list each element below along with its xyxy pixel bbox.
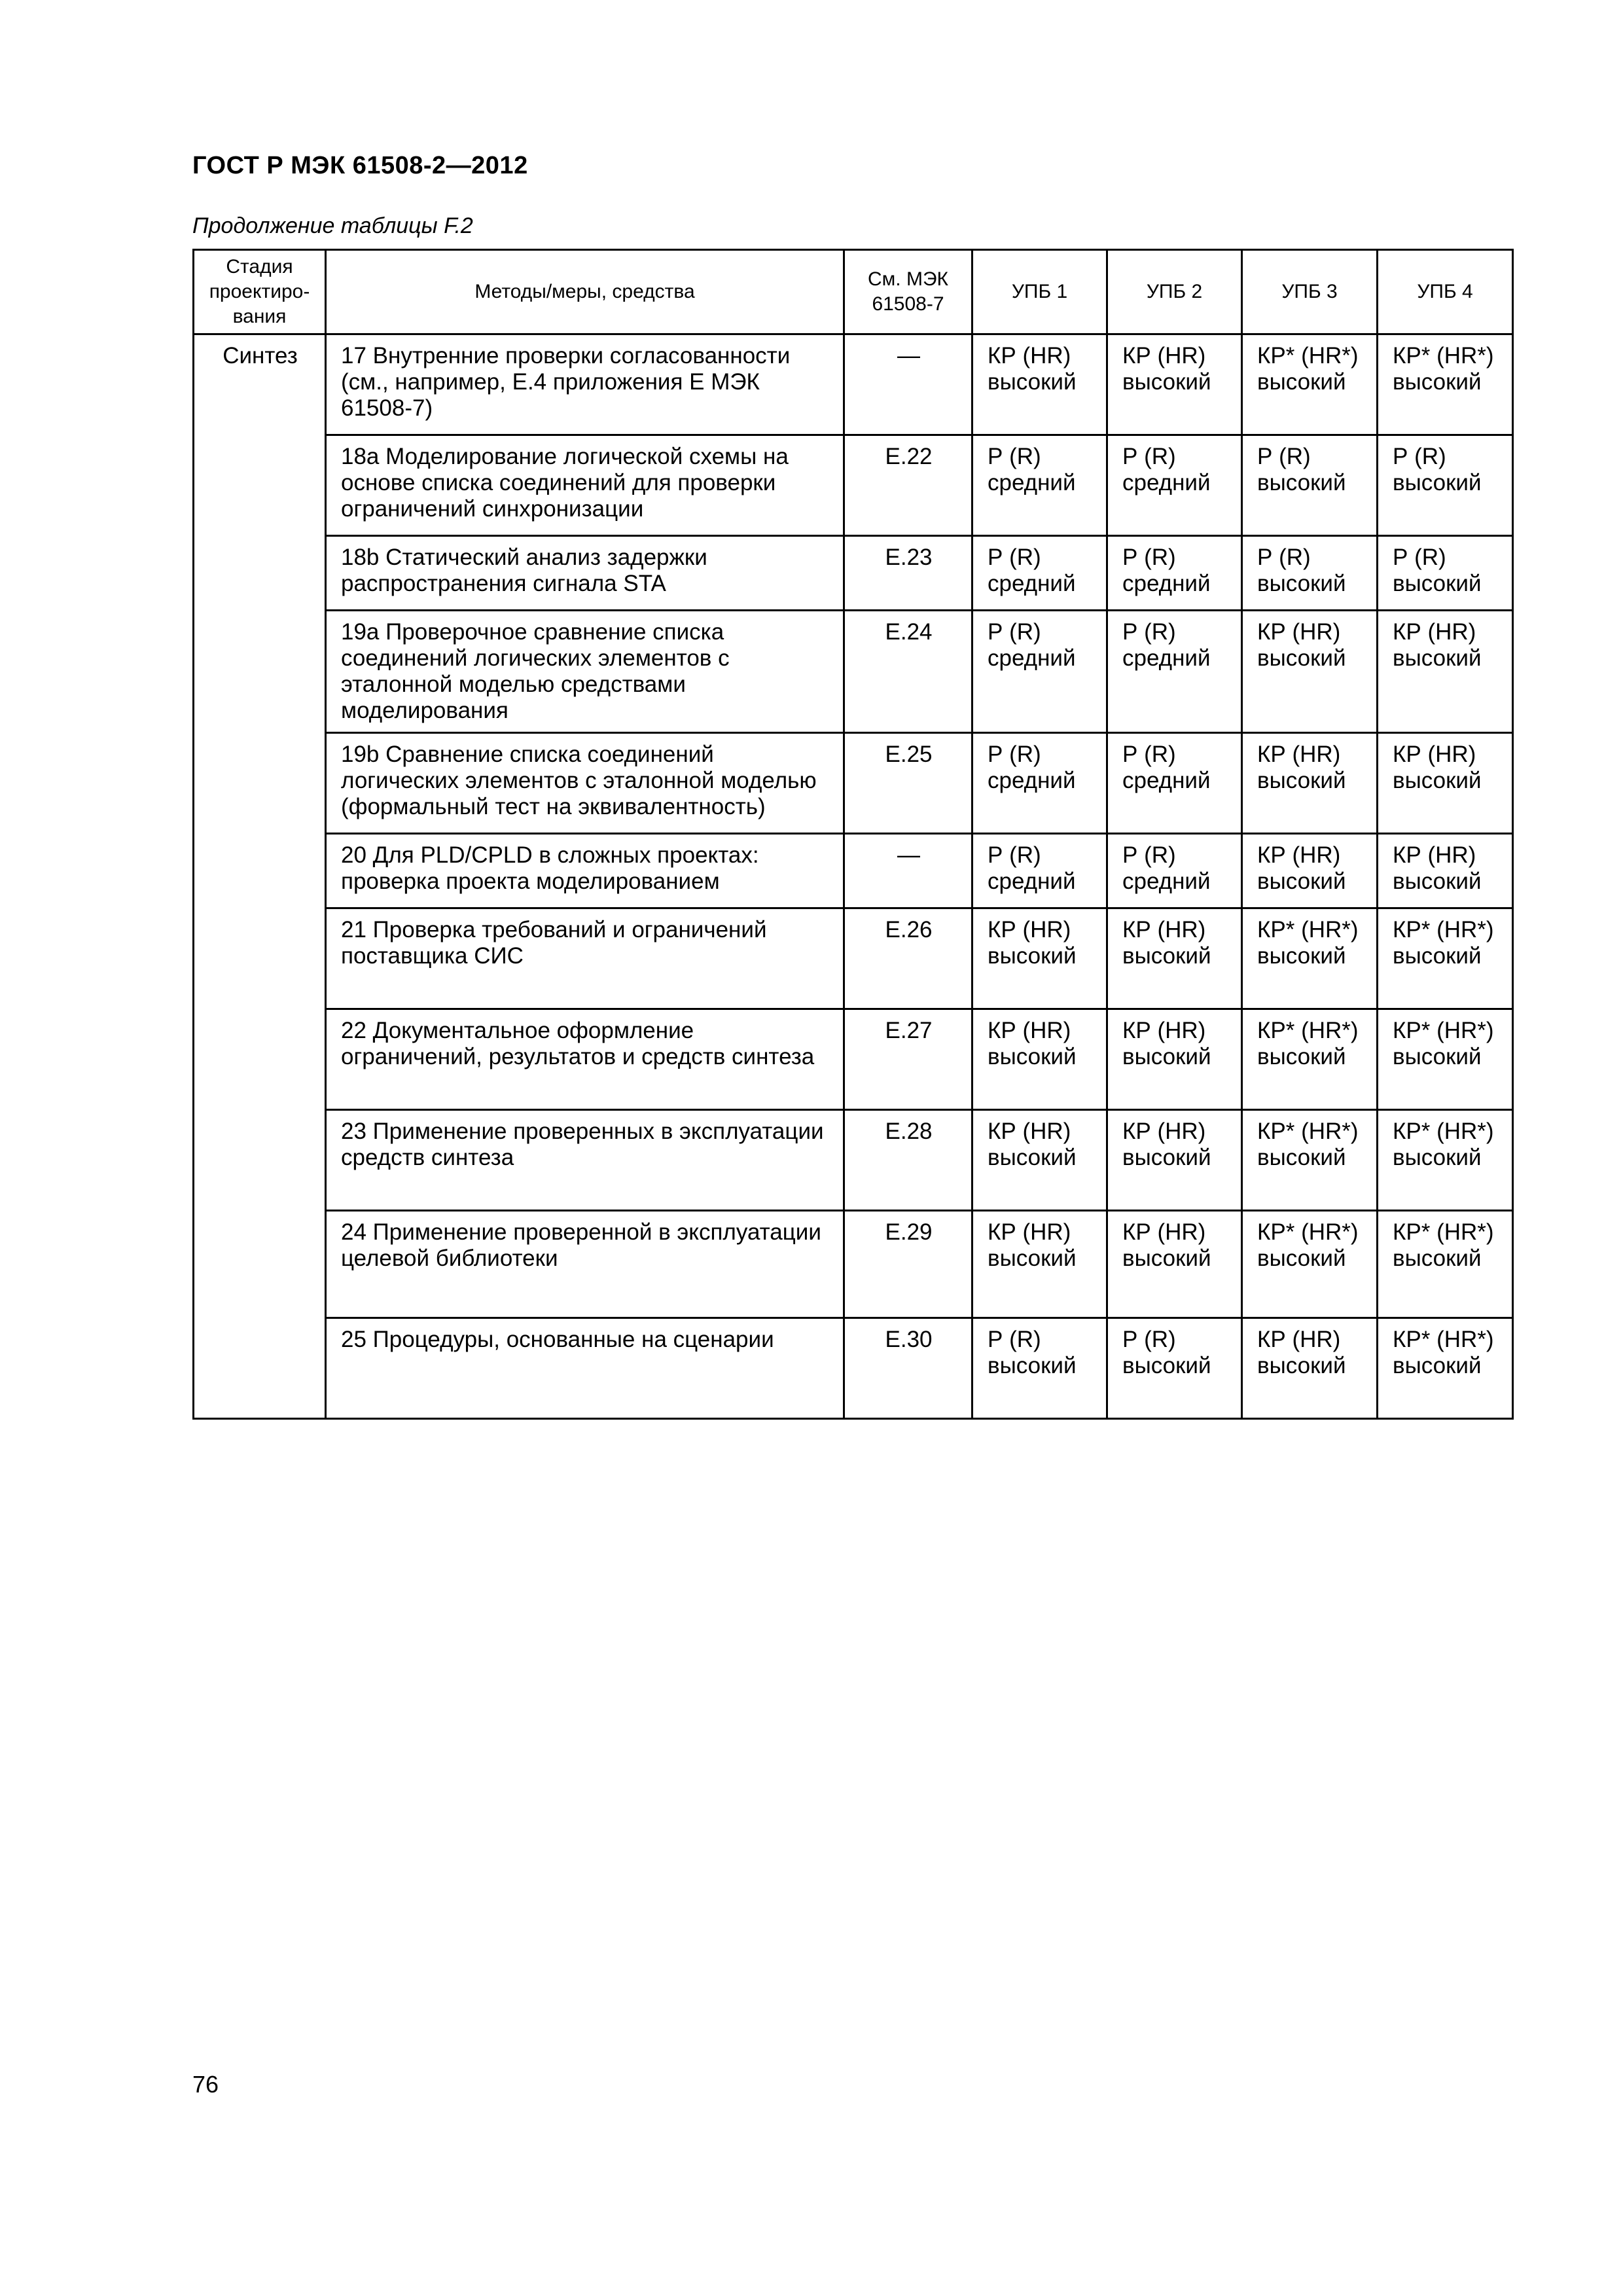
sil4-cell: КР (HR) высокий: [1378, 611, 1513, 733]
column-header-sil1: УПБ 1: [972, 250, 1107, 334]
sil4-cell: КР* (HR*) высокий: [1378, 334, 1513, 435]
table-row: [194, 834, 1513, 908]
sil3-cell: Р (R) высокий: [1242, 536, 1378, 611]
sil2-cell: Р (R) средний: [1107, 435, 1242, 536]
sil1-cell: КР (HR) высокий: [972, 334, 1107, 435]
sil3-cell: КР* (HR*) высокий: [1242, 1211, 1378, 1318]
reference-cell: E.23: [844, 536, 972, 611]
sil2-cell: КР (HR) высокий: [1107, 1110, 1242, 1211]
sil2-cell: Р (R) средний: [1107, 733, 1242, 834]
method-cell: 19b Сравнение списка соединений логических элементов с эталонной моделью (формальный тест на эквивалентность): [326, 733, 844, 834]
method-cell: 19a Проверочное сравнение списка соединений логических элементов с эталонной моделью средствами моделирования: [326, 611, 844, 733]
column-header-stage: Стадия проектиро-вания: [194, 250, 326, 334]
sil1-cell: КР (HR) высокий: [972, 1211, 1107, 1318]
sil2-cell: КР (HR) высокий: [1107, 334, 1242, 435]
table-caption: Продолжение таблицы F.2: [192, 213, 473, 238]
sil3-cell: КР* (HR*) высокий: [1242, 334, 1378, 435]
sil4-cell: Р (R) высокий: [1378, 435, 1513, 536]
sil4-cell: КР* (HR*) высокий: [1378, 1009, 1513, 1110]
sil2-cell: Р (R) средний: [1107, 611, 1242, 733]
column-header-sil4: УПБ 4: [1378, 250, 1513, 334]
sil3-cell: КР* (HR*) высокий: [1242, 1009, 1378, 1110]
sil1-cell: КР (HR) высокий: [972, 1009, 1107, 1110]
method-cell: 23 Применение проверенных в эксплуатации средств синтеза: [326, 1110, 844, 1211]
table-row: [194, 536, 1513, 611]
method-cell: 21 Проверка требований и ограничений поставщика СИС: [326, 908, 844, 1009]
sil3-cell: КР* (HR*) высокий: [1242, 908, 1378, 1009]
sil3-cell: Р (R) высокий: [1242, 435, 1378, 536]
sil4-cell: КР* (HR*) высокий: [1378, 1211, 1513, 1318]
method-cell: 22 Документальное оформление ограничений, результатов и средств синтеза: [326, 1009, 844, 1110]
reference-cell: E.27: [844, 1009, 972, 1110]
method-cell: 25 Процедуры, основанные на сценарии: [326, 1318, 844, 1419]
page-number: 76: [192, 2071, 219, 2098]
table-row: [194, 334, 1513, 435]
method-cell: 24 Применение проверенной в эксплуатации целевой библиотеки: [326, 1211, 844, 1318]
reference-cell: E.29: [844, 1211, 972, 1318]
method-cell: 18a Моделирование логической схемы на основе списка соединений для проверки ограничений синхронизации: [326, 435, 844, 536]
column-header-sil3: УПБ 3: [1242, 250, 1378, 334]
sil1-cell: Р (R) высокий: [972, 1318, 1107, 1419]
reference-cell: E.28: [844, 1110, 972, 1211]
column-header-sil2: УПБ 2: [1107, 250, 1242, 334]
sil4-cell: КР* (HR*) высокий: [1378, 1110, 1513, 1211]
table-header-row: [194, 250, 1513, 334]
document-header: ГОСТ Р МЭК 61508-2—2012: [192, 152, 528, 179]
table-row: [194, 1110, 1513, 1211]
sil2-cell: КР (HR) высокий: [1107, 908, 1242, 1009]
sil1-cell: КР (HR) высокий: [972, 908, 1107, 1009]
column-header-reference: См. МЭК 61508-7: [844, 250, 972, 334]
sil4-cell: КР (HR) высокий: [1378, 733, 1513, 834]
column-header-methods: Методы/меры, средства: [326, 250, 844, 334]
table-row: [194, 611, 1513, 733]
sil2-cell: Р (R) высокий: [1107, 1318, 1242, 1419]
sil1-cell: Р (R) средний: [972, 834, 1107, 908]
table-row: [194, 733, 1513, 834]
reference-cell: E.22: [844, 435, 972, 536]
table-row: [194, 1211, 1513, 1318]
table-row: [194, 435, 1513, 536]
sil4-cell: КР (HR) высокий: [1378, 834, 1513, 908]
sil3-cell: КР (HR) высокий: [1242, 611, 1378, 733]
reference-cell: E.26: [844, 908, 972, 1009]
sil3-cell: КР* (HR*) высокий: [1242, 1110, 1378, 1211]
sil3-cell: КР (HR) высокий: [1242, 733, 1378, 834]
method-cell: 17 Внутренние проверки согласованности (см., например, Е.4 приложения Е МЭК 61508-7): [326, 334, 844, 435]
sil2-cell: Р (R) средний: [1107, 536, 1242, 611]
method-cell: 20 Для PLD/CPLD в сложных проектах: проверка проекта моделированием: [326, 834, 844, 908]
sil2-cell: КР (HR) высокий: [1107, 1211, 1242, 1318]
sil4-cell: Р (R) высокий: [1378, 536, 1513, 611]
sil1-cell: КР (HR) высокий: [972, 1110, 1107, 1211]
sil2-cell: Р (R) средний: [1107, 834, 1242, 908]
reference-cell: E.24: [844, 611, 972, 733]
table-row: [194, 1318, 1513, 1419]
sil4-cell: КР* (HR*) высокий: [1378, 908, 1513, 1009]
table-row: [194, 908, 1513, 1009]
sil1-cell: Р (R) средний: [972, 611, 1107, 733]
sil1-cell: Р (R) средний: [972, 733, 1107, 834]
requirements-table: [192, 249, 1514, 1420]
sil3-cell: КР (HR) высокий: [1242, 834, 1378, 908]
stage-cell: Синтез: [194, 334, 326, 1419]
sil1-cell: Р (R) средний: [972, 435, 1107, 536]
sil2-cell: КР (HR) высокий: [1107, 1009, 1242, 1110]
sil4-cell: КР* (HR*) высокий: [1378, 1318, 1513, 1419]
method-cell: 18b Статический анализ задержки распространения сигнала STA: [326, 536, 844, 611]
sil1-cell: Р (R) средний: [972, 536, 1107, 611]
reference-cell: E.30: [844, 1318, 972, 1419]
sil3-cell: КР (HR) высокий: [1242, 1318, 1378, 1419]
table-row: [194, 1009, 1513, 1110]
reference-cell: E.25: [844, 733, 972, 834]
reference-cell: —: [844, 334, 972, 435]
reference-cell: —: [844, 834, 972, 908]
